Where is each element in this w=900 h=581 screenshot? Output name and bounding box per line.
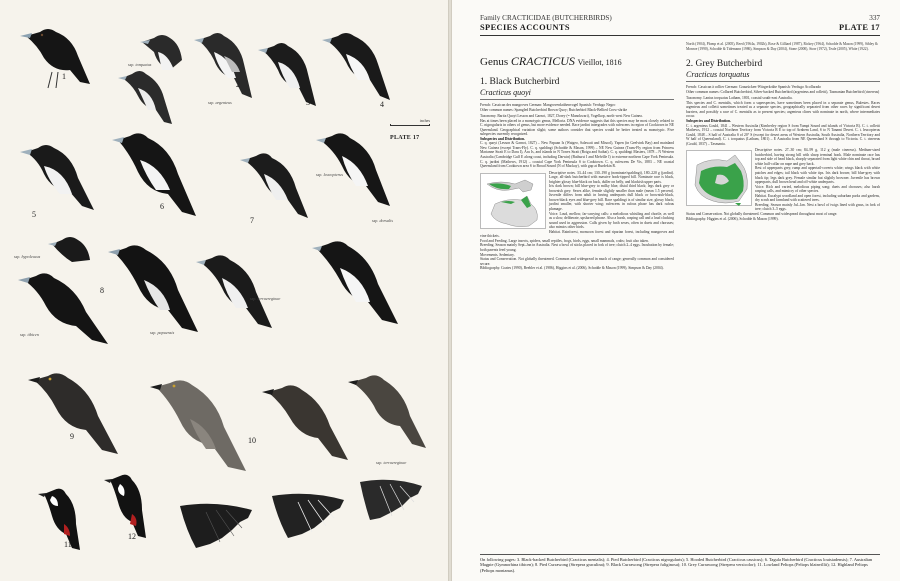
genus-authority: Vieillot, 1816 [577, 58, 622, 67]
common-names-french: French: Cassican des mangroves German: Mangrovenkrähenvogel Spanish: Verdugo Negro [480, 103, 616, 107]
species-accounts-page [452, 0, 900, 581]
status-conservation: Status and Conservation. Not globally threatened. Common and widespread throughout most of range. [686, 211, 838, 216]
species-title: 1. Black Butcherbird [480, 77, 560, 87]
bird-number: 12 [128, 532, 136, 541]
common-names-french: French: Cassican à collier German: Graurücken-Würgerkrähe Spanish: Verdugo Acollarado [686, 85, 822, 90]
description-body: Rest of upperparts grey, rump and uppertail-coverts white; wings black with white patches and edges; tail black with white tips. Iris dark brown; bill blue-grey with black tip; legs dark grey. Female similar but slightly browner. Juvenile has brown upperparts, dull brown head and off-white underparts. [755, 166, 880, 185]
breeding: Breeding. Season mainly Sept–Jan in Australia. Nest a bowl of sticks placed in fork of tree; clutch 2–4 eggs. Incubation by female; both parents feed young. [480, 243, 674, 252]
description-body: Iris dark brown; bill blue-grey to milky blue, distal third black; legs dark grey or brownish grey. Sexes alike, female slightly smaller than male (mean 1.5 percent). Juvenile differs from adult in having underparts dull black or brownish-black, brown-black eyes and blue-grey bill. Race spaldingi is of similar size, glossy black; jardini smaller, with shorter wing; rufescens in rufous phase has dark rufous plumage. [549, 184, 674, 212]
subspecies-distribution: C. t. argenteus Gould, 1841 – Western Australia (Kimberley region S from Yampi Sound and islands of Victoria R). C. t. colletti Mathews, 1912 – coastal Northern Territory from Victoria R E to top of Arnhem Land, S to N Tanami Desert. C. t. leucopterus Gould, 1848 – S half of Australia S of 20° S (except for desert areas of Western Australia, South Australia, Northern Territory and W half of Queensland). C. t. torquatus (Latham, 1801) – E Australia from NE Queensland S through to Victoria. C. t. cinereus (Gould, 1837) – Tasmania. [686, 123, 880, 146]
plate-page [0, 0, 448, 581]
bird-number: 3 [306, 98, 310, 107]
bird-number: 7 [250, 216, 254, 225]
subspecies-label: ssp. torquatus [128, 62, 152, 67]
bird-illustration-11 [36, 484, 86, 554]
movements: Movements. Sedentary. [480, 252, 515, 257]
bird-illustration-10-pied [312, 238, 402, 328]
scale-bar [390, 118, 430, 126]
bird-illustration-10 [150, 375, 250, 475]
habitat: Habitat. Eucalypt woodland and open forest, including suburban parks and gardens, dry scrub and farmland with scattered trees. [755, 193, 880, 203]
genus-name: CRACTICUS [510, 54, 575, 68]
distribution-map [686, 150, 752, 206]
taxonomy-notes: This species and C. mentalis, which form a superspecies, have sometimes been placed in a separate genus, Bulestes. Races argenteus and colletti sometimes treated as a separate species, geographically separated from other races by significant desert barriers, and possibly a race of C. mentalis as to present species; argenteus clines with nominate in north, where intermediates occur. [686, 100, 880, 119]
plate-label: PLATE 17 [390, 135, 420, 141]
other-common-names: Other common names: Collared Butcherbird, Silver-backed Butcherbird (argenteus and colletti), Tasmanian Butcherbird (cinereus) [686, 89, 880, 94]
subspecies-heading: Subspecies and Distribution. [686, 119, 731, 124]
wing-illustration [268, 490, 348, 540]
bird-illustration-9 [28, 368, 123, 458]
header-rule [480, 35, 880, 36]
bibliography: Bibliography. Coates (1990), Beehler et al. (1986), Higgins et al. (2006), Schodde & Mason (1999), Simpson & Day (2004). [480, 266, 664, 271]
subspecies-label: ssp. papuensis [150, 330, 175, 335]
bird-number: 2 [236, 80, 240, 89]
species-title: 2. Grey Butcherbird [686, 59, 763, 70]
bird-illustration-12 [102, 470, 152, 542]
subspecies-label: ssp. hypoleucus [14, 254, 41, 259]
species-scientific-name: Cracticus quoyi [480, 88, 531, 97]
descriptive-notes: Descriptive notes. 33–44 cm; 130–190 g (nominate/spaldingi), 180–220 g (jardini). Large, all-dark butcherbird with massive hook-tipped bill. Nominate race is black, brighter glossy blue-black on back, duller on belly, and blackish upper parts. [549, 170, 674, 184]
bird-illustration-8-head [48, 234, 92, 264]
voice: Voice. Loud, mellow, far-carrying calls: a melodious whistling and chortle, as well as a slow, deliberate, upslurred phrase. Also a harsh, rasping call and a loud clucking sound used in aggression. Calls given by both sexes, often in duets and choruses; also mimics other birds. [549, 211, 674, 230]
species-rule [480, 99, 674, 100]
bird-number: 9 [70, 432, 74, 441]
bird-illustration-6 [112, 130, 202, 220]
subspecies-heading: Subspecies and Distribution. [480, 136, 525, 141]
subspecies-label: ssp. tibicen [20, 332, 39, 337]
subspecies-label: ssp. terraereginae [376, 460, 407, 465]
bird-number: 11 [64, 540, 72, 549]
column-right [686, 42, 880, 554]
page-number: 337 [869, 14, 880, 22]
bird-illustration-9-pale [196, 252, 276, 332]
food-and-feeding: Food and Feeding. Large insects, spiders, small reptiles, frogs, birds, eggs, small mammals, crabs; fruit also taken. [480, 238, 649, 243]
wing-illustration [176, 500, 256, 550]
section-title: SPECIES ACCOUNTS [480, 23, 570, 32]
bird-number: 6 [160, 202, 164, 211]
breeding: Breeding. Season mainly Jul–Jan. Nest a bowl of twigs lined with grass, in fork of tree; clutch 3–5 eggs. [755, 202, 880, 212]
bird-illustration-10b [262, 380, 352, 464]
subspecies-distribution: C. q. quoyi (Lesson & Garnot, 1827) – New Papuan Is (Waigeo, Salawati and Misool), Yapen (in Geelvink Bay) and mainland New Guinea (except Trans-Fly). C. q. spaldingi (Schodde & Mason, 1999) – NE New Guinea (Trans-Fly region from Princess Marianne Strait E to Daru I), Aru Is, and islands in N Torres Strait (Boigu and Saibai). C. q. spaldingi Masters, 1878 – N Western Australia (Cambridge Gulf E along coast, including Darwin) (Bathurst I and Melville I) to extreme northern Cape York Peninsula. C. q. jardini (Mathews, 1912) – coastal Cape York Peninsula S to Cooktown. C. q. rufescens De Vis, 1883 – NE coastal Queensland from Cooktown area S to Broad Sound (N of Mackay), with gap at Burdekin R. [480, 141, 674, 169]
status-conservation: Status and Conservation. Not globally threatened. Common and widespread in much of range; generally common and considered secure. [480, 257, 674, 266]
text-columns [480, 42, 880, 554]
references-continued: North (1904), Plomp et al. (2005), Reed (1964a, 1902b), Rose & Gilliard (1987), Rickey (1964), Schodde & Mason (1999), Sibley & Monroe (1990), Schodde & Tidemann (1986), Simpson & Day (2004), Stone (2000), Storr (1972), Teale (2005), White (1922). [686, 42, 878, 51]
page-header [480, 14, 880, 32]
bird-illustration-8b [108, 240, 203, 336]
genus-prefix: Genus [480, 56, 511, 68]
bird-number: 10 [248, 436, 256, 445]
bird-number: 4 [380, 100, 384, 109]
bird-illustration-2b [118, 68, 176, 128]
bird-illustration-7b [316, 130, 394, 210]
plate-reference: PLATE 17 [839, 23, 880, 32]
subspecies-label: ssp. dorsalis [372, 218, 393, 223]
bird-number: 8 [100, 286, 104, 295]
taxonomy-notes: Has at times been placed in a monotypic genus, Melloria. DNA evidence suggests that this species may be most closely related to C. nigrogularis in others of genus, but more evidence needed. Race jardini intergrades with rufescens in region of Cooktown in NE Queensland. Geographical variation slight; some authors consider that species would be better treated as monotypic. Five subspecies currently recognized. [480, 118, 674, 137]
column-left [480, 42, 674, 554]
bird-illustration-4 [322, 30, 394, 105]
genus-heading [480, 54, 674, 69]
subspecies-label: ssp. terraereginae [250, 296, 281, 301]
wing-illustration [356, 476, 426, 522]
bird-illustration-5 [20, 140, 100, 215]
scale-label: inches [419, 118, 430, 123]
family-heading: Family CRACTICIDAE (BUTCHERBIRDS) [480, 14, 612, 22]
bird-illustration-7 [240, 150, 312, 222]
bird-illustration-2 [192, 28, 257, 103]
species-text [686, 85, 880, 221]
bird-illustration-3 [258, 40, 320, 112]
species-text [480, 103, 674, 271]
following-pages-note: On following pages: 3. Black-backed Butcherbird (Cracticus mentalis); 4. Pied Butcherbird (Cracticus nigrogularis); 5. Hooded Butcherbird (Cracticus cassicus); 6. Tagula Butcherbird (Cracticus louisiadensis); 7. Australian Magpie (Gymnorhina tibicen); 8. Pied Currawong (Strepera graculina); 9. Black Currawong (Strepera fuliginosa); 10. Grey Currawong (Strepera versicolor); 11. Lowland Peltops (Peltops blainvillii); 12. Highland Peltops (Peltops montanus). [480, 554, 880, 573]
taxonomy: Taxonomy. Barita Quoyi Lesson and Garnot, 1827, Dorey (= Manokwari), Vogelkop, north-west New Guinea. [480, 114, 643, 119]
descriptive-notes: Descriptive notes. 27–30 cm; 84–99 g, 112 g (male cinereus). Medium-sized butcherbird, having strong bill with sharp terminal hook. Male nominate race has top and side of head black, sharply separated from light white chin and throat, broad white half-collar on nape and grey back. [755, 148, 880, 166]
species-scientific-name: Cracticus torquatus [686, 70, 750, 80]
bird-number: 1 [62, 72, 66, 81]
bird-illustration-10c [348, 372, 428, 452]
bibliography: Bibliography. Higgins et al. (2006), Schodde & Mason (1999). [686, 216, 779, 221]
distribution-map [480, 173, 546, 229]
species-rule [686, 81, 880, 82]
other-common-names: Other common names: Spangled Butcherbird Brown Quoy; Butcherbird Black-Bellied Crow-shrike [480, 107, 628, 112]
bird-number: 5 [32, 210, 36, 219]
bird-illustration-1 [18, 22, 93, 92]
subspecies-label: ssp. leucopterus [316, 172, 343, 177]
taxonomy: Taxonomy. Lanius torquatus Latham, 1801, coastal south-east Australia. [686, 96, 793, 101]
habitat: Habitat. Rainforest, monsoon forest and riparian forest, including mangroves and vine thickets. [480, 229, 674, 239]
voice: Voice. Rich and varied, melodious piping song; duets and choruses; also harsh rasping calls, and mimicry of other species. [755, 184, 880, 194]
subspecies-label: ssp. argenteus [208, 100, 232, 105]
